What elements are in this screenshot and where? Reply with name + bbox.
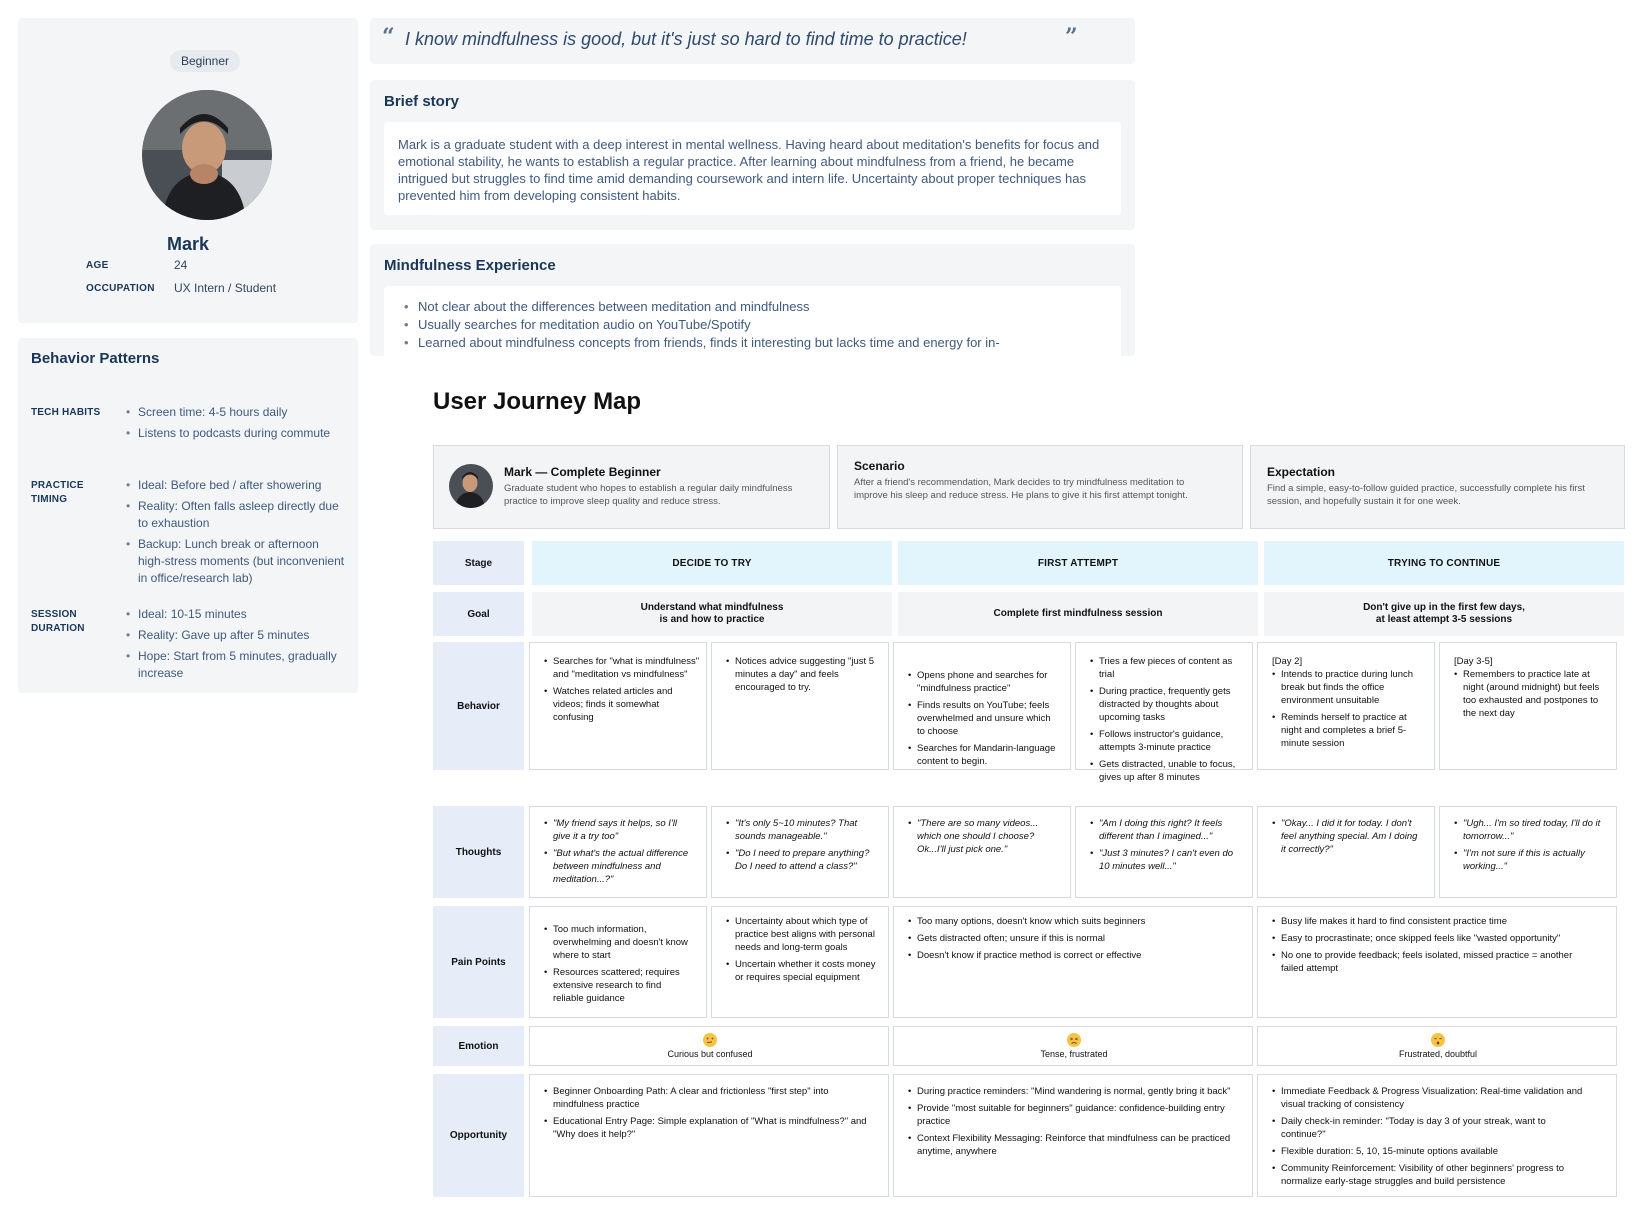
row-label-stage: Stage — [433, 541, 524, 585]
list-item: • Remembers to practice late at night (around midnight) but feels too exhausted and postpones to the next day — [1454, 668, 1610, 720]
persona-summary-card — [433, 445, 830, 529]
goal-first-attempt: Complete first mindfulness session — [898, 592, 1258, 636]
list-item: • "It's only 5~10 minutes? That sounds manageable." — [726, 817, 876, 843]
stage-decide-to-try: DECIDE TO TRY — [532, 541, 892, 585]
list-item: • Community Reinforcement: Visibility of other beginners' progress to normalize early-stage struggles and build persistence — [1272, 1162, 1592, 1188]
story-text: Mark is a graduate student with a deep interest in mental wellness. Having heard about meditation's benefits for focus and emotional stability, he wants to establish a regular practice. After learning about mindfulness from a friend, he became intrigued but struggles to find time amid demanding coursework and intern life. Uncertainty about proper techniques has prevented him from developing consistent habits. — [398, 137, 1100, 203]
list-item: • Context Flexibility Messaging: Reinforce that mindfulness can be practiced anytime, anywhere — [908, 1132, 1238, 1158]
list-item: • Notices advice suggesting "just 5 minutes a day" and feels encouraged to try. — [726, 655, 876, 694]
list-item: • "There are so many videos... which one should I choose? Ok...I'll just pick one." — [908, 817, 1058, 856]
mindfulness-experience-card — [370, 244, 1135, 356]
sad-face-icon — [1431, 1033, 1445, 1047]
list-item: • Easy to procrastinate; once skipped feels like "wasted opportunity" — [1272, 932, 1592, 945]
expectation-text: Find a simple, easy-to-follow guided practice, successfully complete his first session, and hopefully sustain it for one week. — [1267, 483, 1585, 507]
list-item: • Finds results on YouTube; feels overwhelmed and unsure which to choose — [908, 699, 1060, 738]
user-journey-map — [370, 356, 1649, 1232]
list-item: • Screen time: 4-5 hours daily — [126, 404, 346, 421]
list-item: • Uncertainty about which type of practice best aligns with personal needs and long-term goals — [726, 915, 876, 954]
scenario-title: Scenario — [854, 459, 905, 473]
behavior-cell — [893, 642, 1071, 770]
goal-continue: Don't give up in the first few days, at least attempt 3-5 sessions — [1264, 592, 1624, 636]
list-item: • No one to provide feedback; feels isolated, missed practice = another failed attempt — [1272, 949, 1592, 975]
list-item: • Ideal: Before bed / after showering — [126, 477, 348, 494]
list-item: • Educational Entry Page: Simple explanation of "What is mindfulness?" and "Why does it help?" — [544, 1115, 874, 1141]
avatar — [449, 464, 493, 508]
persona-quote — [370, 18, 1135, 64]
list-item: • Listens to podcasts during commute — [126, 425, 346, 442]
persevering-face-icon — [1067, 1033, 1081, 1047]
emotion-label: Frustrated, doubtful — [1398, 1049, 1478, 1059]
row-label-emotion: Emotion — [433, 1026, 524, 1066]
list-item: • Provide "most suitable for beginners" guidance: confidence-building entry practice — [908, 1102, 1238, 1128]
opportunity-cell — [529, 1074, 889, 1197]
opportunity-cell — [1257, 1074, 1617, 1197]
list-item: • Watches related articles and videos; finds it somewhat confusing — [544, 685, 702, 724]
list-item: • Ideal: 10-15 minutes — [126, 606, 348, 623]
pain-cell — [711, 906, 889, 1018]
day-label: [Day 3-5] — [1454, 656, 1493, 667]
stage-trying-to-continue: TRYING TO CONTINUE — [1264, 541, 1624, 585]
avatar — [142, 90, 272, 220]
list-item: • Reminds herself to practice at night and completes a brief 5-minute session — [1272, 711, 1422, 750]
list-item: • Intends to practice during lunch break but finds the office environment unsuitable — [1272, 668, 1422, 707]
age-value: 24 — [174, 258, 188, 272]
row-label-thoughts: Thoughts — [433, 806, 524, 898]
expectation-card — [1250, 445, 1625, 529]
age-label: AGE — [86, 260, 109, 271]
stage-first-attempt: FIRST ATTEMPT — [898, 541, 1258, 585]
list-item: • "My friend says it helps, so I'll give it a try too" — [544, 817, 694, 843]
close-quote-icon: ” — [1065, 24, 1078, 50]
practice-timing-list — [126, 477, 348, 591]
row-label-opportunity: Opportunity — [433, 1074, 524, 1197]
list-item: • Too many options, doesn't know which suits beginners — [908, 915, 1243, 928]
story-body — [384, 122, 1121, 215]
thoughts-cell — [1075, 806, 1253, 898]
list-item: • Learned about mindfulness concepts from friends, finds it interesting but lacks time and energy for in- — [404, 334, 1000, 352]
thoughts-cell — [1439, 806, 1617, 898]
list-item: • Daily check-in reminder: "Today is day 3 of your streak, want to continue?" — [1272, 1115, 1592, 1141]
experience-list — [404, 298, 1000, 352]
session-duration-label: SESSION DURATION — [31, 609, 85, 634]
list-item: • Backup: Lunch break or afternoon high-stress moments (but inconvenient in office/research lab) — [126, 536, 348, 587]
behavior-cell — [1257, 642, 1435, 770]
list-item: • Follows instructor's guidance, attempts 3-minute practice — [1090, 728, 1250, 754]
goal-decide: Understand what mindfulness is and how to practice — [532, 592, 892, 636]
list-item: • Uncertain whether it costs money or requires special equipment — [726, 958, 876, 984]
story-title: Brief story — [384, 93, 460, 110]
emotion-label: Tense, frustrated — [1040, 1049, 1108, 1059]
list-item: • Opens phone and searches for "mindfulness practice" — [908, 669, 1060, 695]
list-item: • Gets distracted, unable to focus, gives up after 8 minutes — [1090, 758, 1250, 784]
occupation-label: OCCUPATION — [86, 283, 155, 294]
list-item: • Resources scattered; requires extensive research to find reliable guidance — [544, 966, 694, 1005]
list-item: • Hope: Start from 5 minutes, gradually increase — [126, 648, 348, 682]
list-item: • Busy life makes it hard to find consistent practice time — [1272, 915, 1592, 928]
behavior-title: Behavior Patterns — [31, 350, 160, 367]
opportunity-cell — [893, 1074, 1253, 1197]
list-item: • During practice reminders: "Mind wandering is normal, gently bring it back" — [908, 1085, 1238, 1098]
list-item: • Reality: Often falls asleep directly due to exhaustion — [126, 498, 348, 532]
day-label: [Day 2] — [1272, 656, 1303, 667]
list-item: • Flexible duration: 5, 10, 15-minute options available — [1272, 1145, 1592, 1158]
persona-summary-title: Mark — Complete Beginner — [504, 465, 661, 479]
behavior-cell — [529, 642, 707, 770]
tech-habits-list — [126, 404, 346, 446]
pain-cell — [893, 906, 1253, 1018]
list-item: • "I'm not sure if this is actually working..." — [1454, 847, 1604, 873]
journey-title: User Journey Map — [433, 388, 642, 415]
practice-timing-label: PRACTICE TIMING — [31, 480, 84, 505]
persona-summary-text: Graduate student who hopes to establish a regular daily mindfulness practice to improve sleep quality and reduce stress. — [504, 483, 793, 507]
list-item: • Searches for Mandarin-language content to begin. — [908, 742, 1060, 768]
list-item: • Tries a few pieces of content as trial — [1090, 655, 1250, 681]
thoughts-cell — [1257, 806, 1435, 898]
behavior-cell — [1439, 642, 1617, 770]
thoughts-cell — [711, 806, 889, 898]
list-item: • "Just 3 minutes? I can't even do 10 minutes well..." — [1090, 847, 1240, 873]
emotion-cell — [1257, 1026, 1617, 1066]
list-item: • "But what's the actual difference between mindfulness and meditation...?" — [544, 847, 694, 886]
behavior-cell — [1075, 642, 1253, 783]
scenario-card — [837, 445, 1243, 529]
experience-body — [384, 286, 1121, 356]
list-item: • During practice, frequently gets distracted by thoughts about upcoming tasks — [1090, 685, 1250, 724]
level-badge: Beginner — [170, 50, 240, 72]
list-item: • Doesn't know if practice method is correct or effective — [908, 949, 1243, 962]
pain-cell — [1257, 906, 1617, 1018]
list-item: • "Do I need to prepare anything? Do I need to attend a class?" — [726, 847, 876, 873]
thoughts-cell — [893, 806, 1071, 898]
emotion-label: Curious but confused — [667, 1049, 753, 1059]
behavior-patterns-card — [18, 338, 358, 693]
expectation-title: Expectation — [1267, 465, 1336, 479]
pain-cell — [529, 906, 707, 1018]
persona-name: Mark — [166, 234, 210, 254]
row-label-behavior: Behavior — [433, 642, 524, 770]
list-item: • Reality: Gave up after 5 minutes — [126, 627, 348, 644]
thoughts-cell — [529, 806, 707, 898]
scenario-text: After a friend's recommendation, Mark decides to try mindfulness meditation to improve his sleep and reduce stress. He plans to give it his first attempt tonight. — [854, 477, 1188, 501]
persona-card — [18, 18, 358, 323]
experience-title: Mindfulness Experience — [384, 257, 556, 274]
list-item: • Usually searches for meditation audio on YouTube/Spotify — [404, 316, 1000, 334]
list-item: • "Okay... I did it for today. I don't feel anything special. Am I doing it correctly?" — [1272, 817, 1422, 856]
brief-story-card — [370, 80, 1135, 230]
emotion-cell — [893, 1026, 1253, 1066]
row-label-goal: Goal — [433, 592, 524, 636]
emotion-cell — [529, 1026, 889, 1066]
quote-text: I know mindfulness is good, but it's just so hard to find time to practice! — [405, 29, 967, 49]
list-item: • Immediate Feedback & Progress Visualization: Real-time validation and visual tracking of consistency — [1272, 1085, 1592, 1111]
occupation-value: UX Intern / Student — [174, 281, 277, 295]
list-item: • Beginner Onboarding Path: A clear and frictionless "first step" into mindfulness practice — [544, 1085, 874, 1111]
list-item: • Gets distracted often; unsure if this is normal — [908, 932, 1243, 945]
row-label-pain-points: Pain Points — [433, 906, 524, 1018]
thinking-face-icon — [703, 1033, 717, 1047]
open-quote-icon: “ — [382, 24, 395, 50]
behavior-cell — [711, 642, 889, 770]
list-item: • "Am I doing this right? It feels different than I imagined..." — [1090, 817, 1240, 843]
tech-habits-label: TECH HABITS — [31, 407, 101, 418]
session-duration-list — [126, 606, 348, 686]
list-item: • Too much information, overwhelming and doesn't know where to start — [544, 923, 694, 962]
list-item: • Searches for "what is mindfulness" and "meditation vs mindfulness" — [544, 655, 702, 681]
list-item: • "Ugh... I'm so tired today, I'll do it tomorrow..." — [1454, 817, 1604, 843]
list-item: • Not clear about the differences between meditation and mindfulness — [404, 298, 1000, 316]
